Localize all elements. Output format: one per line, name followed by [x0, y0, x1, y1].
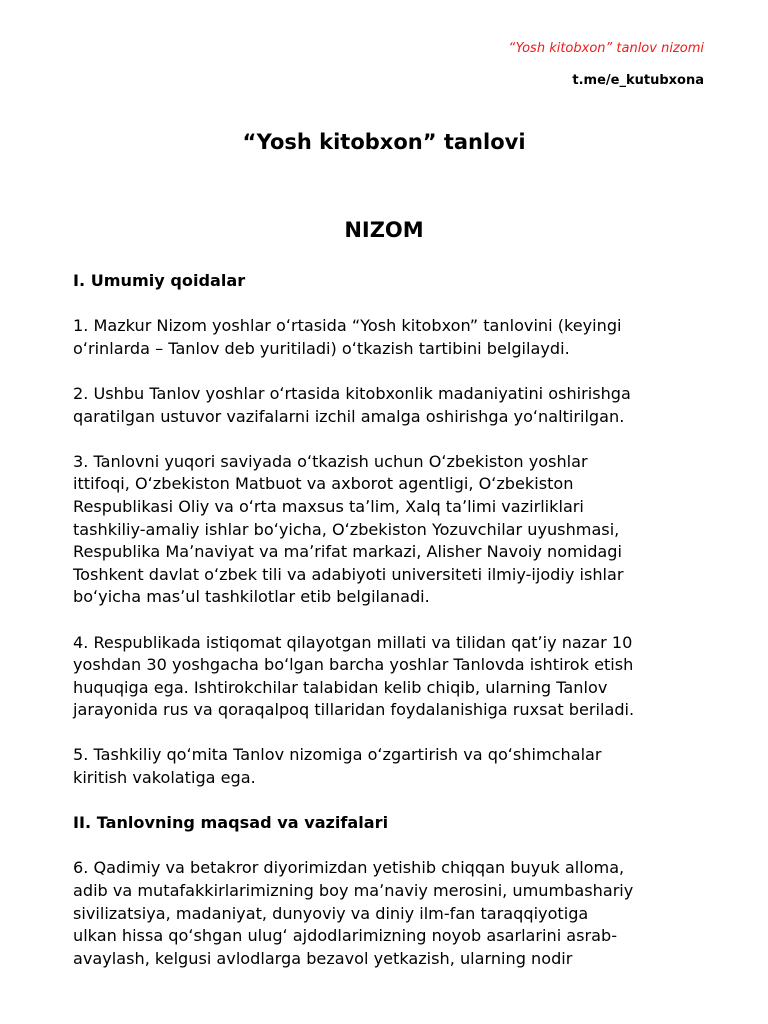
channel-link[interactable]: t.me/e_kutubxona [572, 73, 704, 88]
paragraph-line: yoshdan 30 yoshgacha boʻlgan barcha yoshlar Tanlovda ishtirok etish [73, 655, 634, 675]
header-note: “Yosh kitobxon” tanlov nizomi [508, 41, 704, 56]
paragraph-line: 4. Respublikada istiqomat qilayotgan millati va tilidan qatʼiy nazar 10 [73, 632, 633, 652]
paragraph-line: adib va mutafakkirlarimizning boy maʼnaviy merosini, umumbashariy [73, 881, 634, 901]
paragraph-line: Respublikasi Oliy va oʻrta maxsus taʼlim, Xalq taʼlimi vazirliklari [73, 496, 584, 516]
paragraph-line: 3. Tanlovni yuqori saviyada oʻtkazish uchun Oʻzbekiston yoshlar [73, 451, 588, 471]
paragraph-line: sivilizatsiya, madaniyat, dunyoviy va diniy ilm-fan taraqqiyotiga [73, 903, 589, 923]
paragraph-3 [73, 451, 713, 609]
paragraph-line: avaylash, kelgusi avlodlarga bezavol yetkazish, ularning nodir [73, 948, 573, 968]
paragraph-line: ulkan hissa qoʻshgan ulugʻ ajdodlarimizning noyob asarlarini asrab- [73, 926, 618, 946]
paragraph-line: 2. Ushbu Tanlov yoshlar oʻrtasida kitobxonlik madaniyatini oshirishga [73, 383, 631, 403]
paragraph-1 [73, 315, 713, 360]
paragraph-line: 6. Qadimiy va betakror diyorimizdan yetishib chiqqan buyuk alloma, [73, 858, 625, 878]
document-title: “Yosh kitobxon” tanlovi [242, 130, 526, 154]
paragraph-line: qaratilgan ustuvor vazifalarni izchil amalga oshirishga yoʻnaltirilgan. [73, 406, 625, 426]
paragraph-5 [73, 744, 713, 789]
paragraph-line: Toshkent davlat oʻzbek tili va adabiyoti universiteti ilmiy-ijodiy ishlar [73, 564, 624, 584]
paragraph-2 [73, 383, 713, 428]
paragraph-line: kiritish vakolatiga ega. [73, 768, 256, 788]
section-heading-goals: II. Tanlovning maqsad va vazifalari [73, 813, 389, 833]
paragraph-line: 1. Mazkur Nizom yoshlar oʻrtasida “Yosh kitobxon” tanlovini (keyingi [73, 316, 622, 336]
paragraph-line: 5. Tashkiliy qoʻmita Tanlov nizomiga oʻzgartirish va qoʻshimchalar [73, 745, 602, 765]
paragraph-line: ittifoqi, Oʻzbekiston Matbuot va axborot agentligi, Oʻzbekiston [73, 474, 574, 494]
paragraph-line: huquqiga ega. Ishtirokchilar talabidan kelib chiqib, ularning Tanlov [73, 677, 608, 697]
paragraph-line: tashkiliy-amaliy ishlar boʻyicha, Oʻzbekiston Yozuvchilar uyushmasi, [73, 519, 620, 539]
paragraph-line: oʻrinlarda – Tanlov deb yuritiladi) oʻtkazish tartibini belgilaydi. [73, 338, 570, 358]
section-heading-general: I. Umumiy qoidalar [73, 271, 246, 290]
paragraph-6 [73, 857, 713, 970]
paragraph-line: Respublika Maʼnaviyat va maʼrifat markazi, Alisher Navoiy nomidagi [73, 542, 622, 562]
document-body [73, 270, 713, 993]
paragraph-4 [73, 632, 713, 722]
document-subtitle: NIZOM [344, 218, 424, 242]
paragraph-line: jarayonida rus va qoraqalpoq tillaridan foydalanishiga ruxsat beriladi. [73, 700, 635, 720]
paragraph-line: boʻyicha masʼul tashkilotlar etib belgilanadi. [73, 587, 430, 607]
